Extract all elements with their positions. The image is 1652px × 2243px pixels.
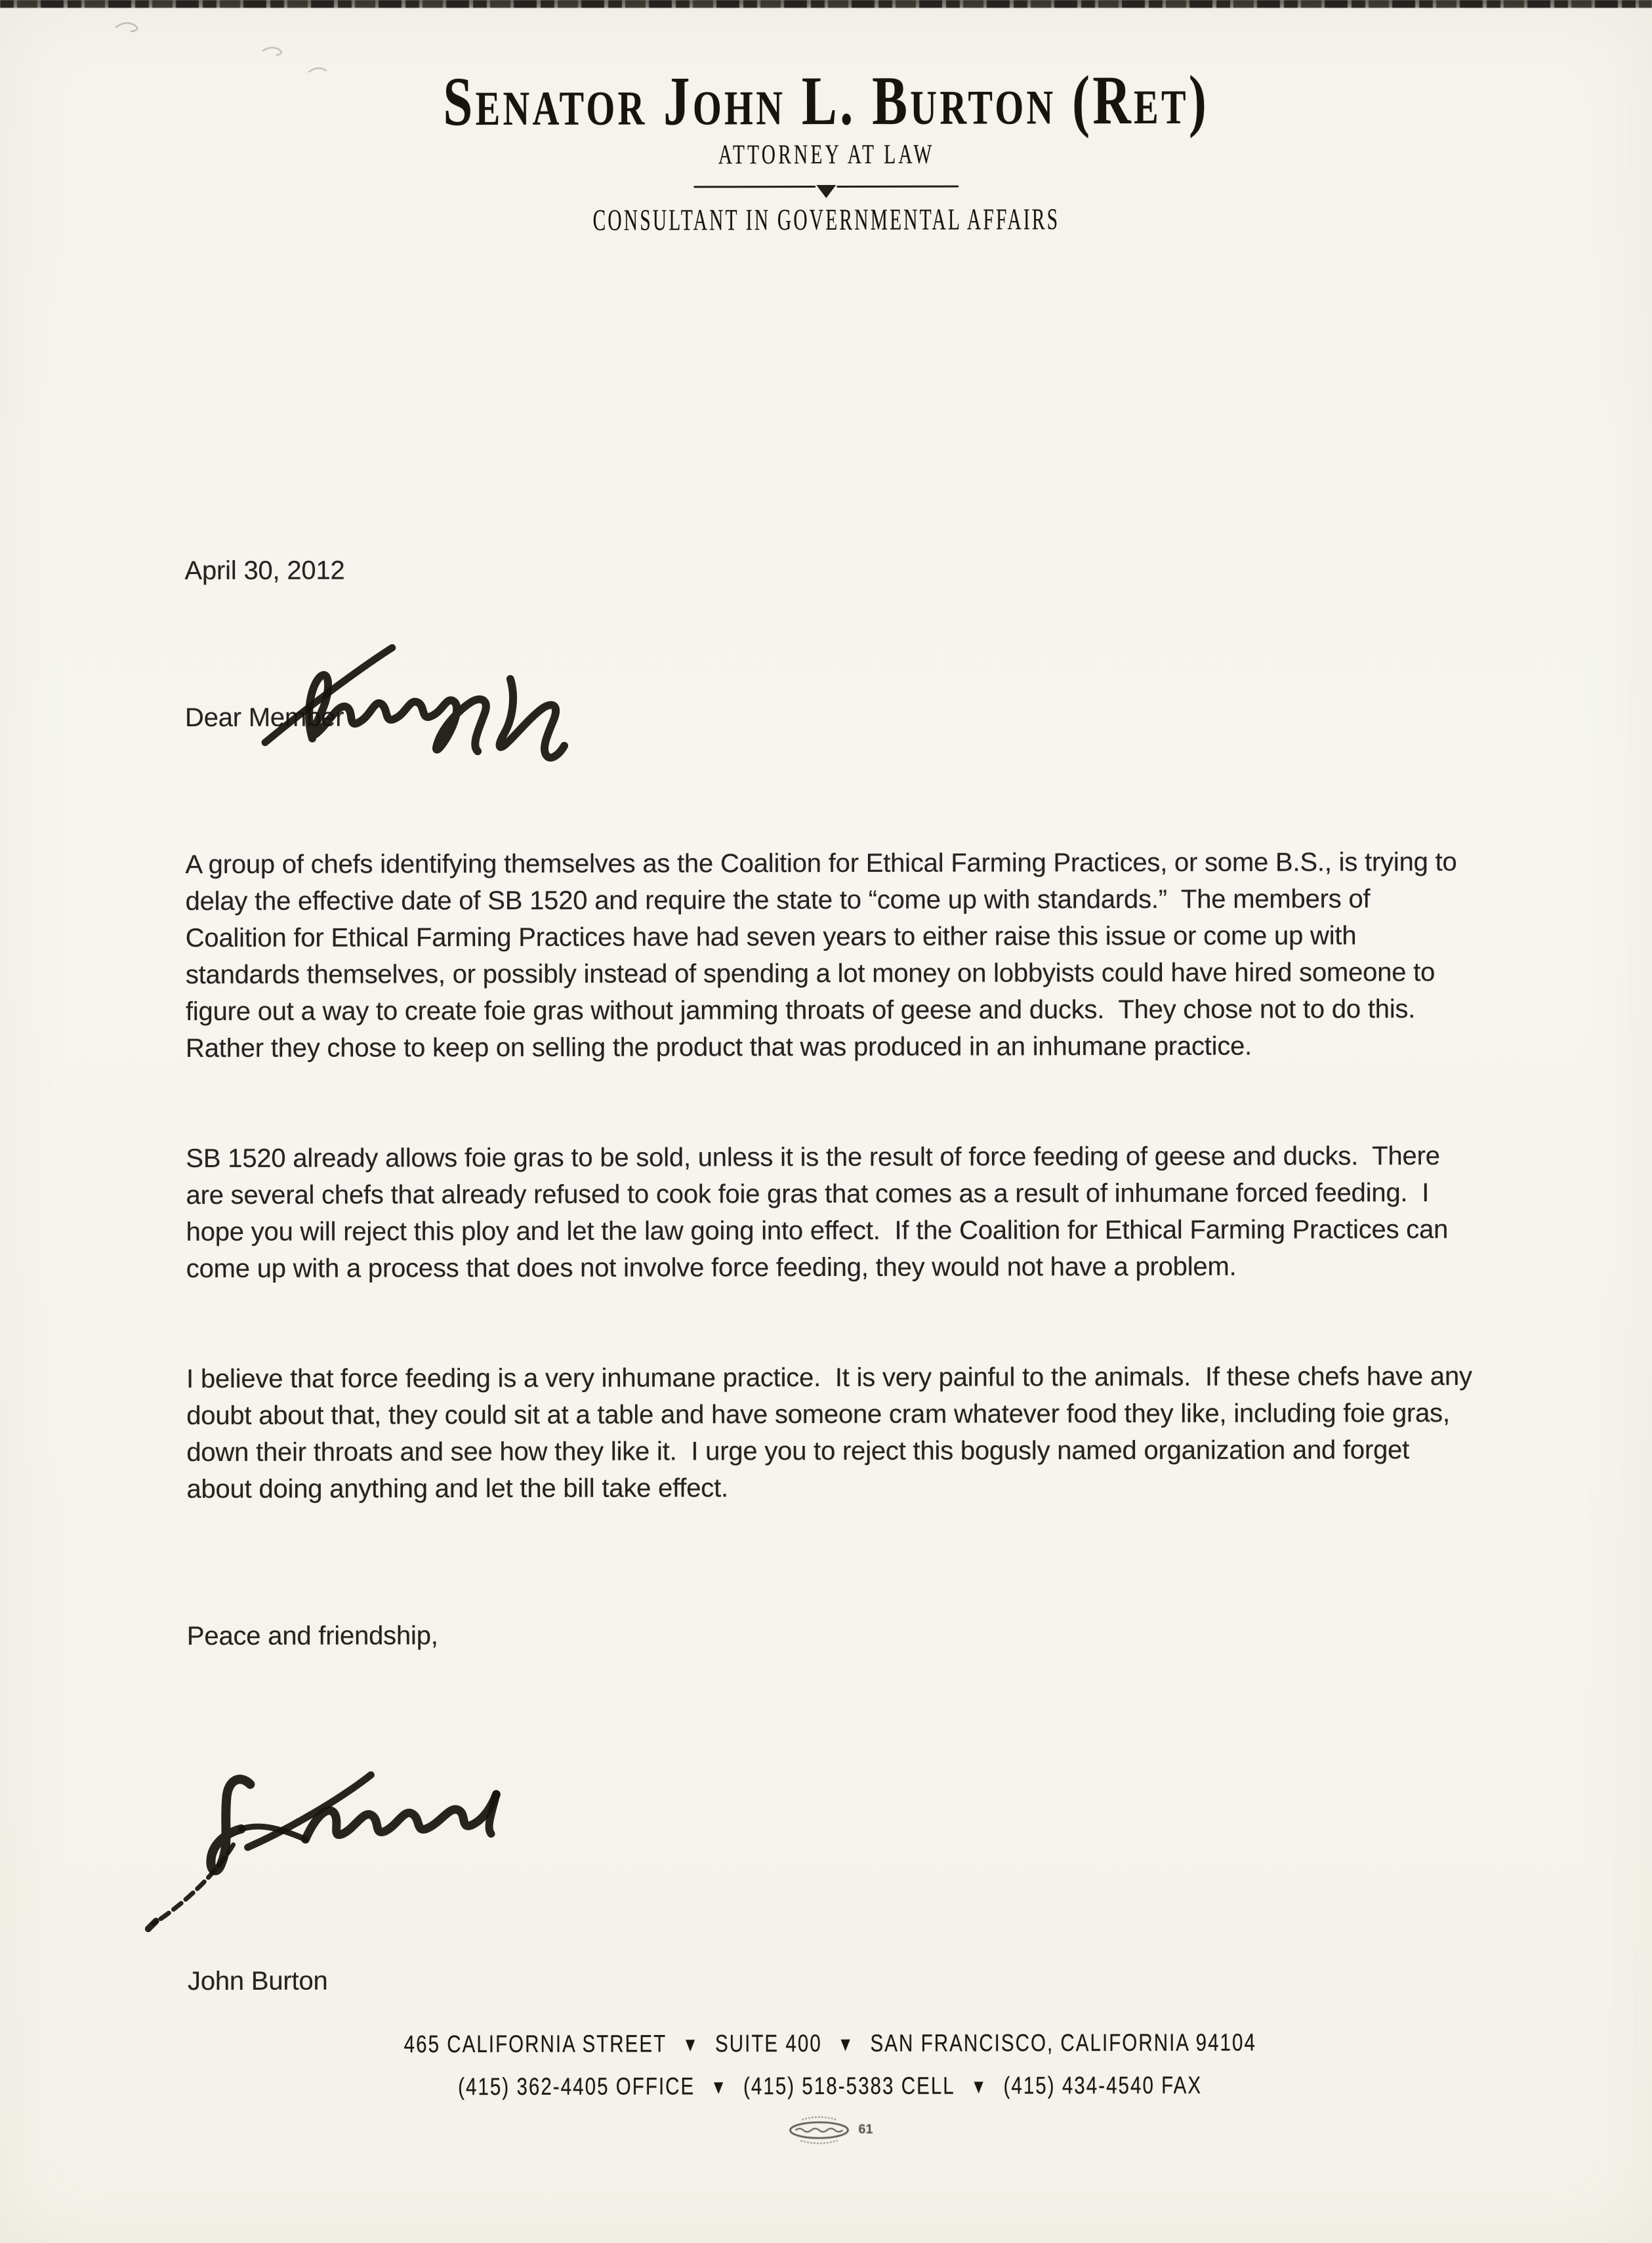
letterhead-name: Senator John L. Burton (Ret) — [442, 61, 1210, 140]
letterhead-tagline — [0, 204, 1652, 235]
salutation-text: Dear Member — [184, 703, 344, 733]
letterhead-title — [0, 140, 1652, 169]
letterhead-divider — [693, 178, 959, 195]
letterhead — [0, 0, 1652, 236]
triangle-separator-icon: ▼ — [682, 2034, 699, 2056]
triangle-separator-icon: ▼ — [970, 2076, 988, 2098]
paragraph-2: SB 1520 already allows foie gras to be sold, unless it is the result of force feeding of geese and ducks. There are several chefs that already refused to cook foie gras that comes as a result of inhumane forced feeding. I hope you will reject this ploy and let the law going into effect. If the Coalition for Ethical Farming Practices can come up with a process that does not involve force feeding, they would not have a problem. — [186, 1142, 1456, 1284]
letterhead-footer — [4, 2027, 1652, 2148]
triangle-separator-icon: ▼ — [837, 2033, 855, 2055]
signer-name: John Burton — [187, 1966, 328, 1996]
footer-fax: (415) 434-4540 FAX — [1003, 2071, 1203, 2099]
union-bug-icon — [787, 2112, 853, 2147]
union-bug-number: 61 — [858, 2122, 873, 2137]
letterhead-title-text: ATTORNEY AT LAW — [718, 139, 935, 171]
divider-line-left — [693, 186, 816, 188]
divider-line-right — [836, 185, 959, 187]
footer-suite: SUITE 400 — [714, 2030, 822, 2057]
paragraph-1: A group of chefs identifying themselves as the Coalition for Ethical Farming Practices, or some B.S., is trying to delay the effective date of SB 1520 and require the state to “come up with standards.” The members of Coalition for Ethical Farming Practices have had seven years to either raise this issue or come up with standards themselves, or possibly instead of spending a lot money on lobbyists could have hired someone to figure out a way to create foie gras without jamming throats of geese and ducks. They chose not to do this. Rather they chose to keep on selling the product that was produced in an inhumane practice. — [185, 847, 1464, 1063]
union-bug — [4, 2110, 1652, 2148]
footer-office-phone: (415) 362-4405 OFFICE — [458, 2072, 695, 2101]
salutation — [185, 697, 1471, 736]
footer-phone-line — [4, 2069, 1652, 2105]
letter-body — [184, 476, 1479, 2073]
handwritten-signature — [144, 1767, 577, 1945]
closing: Peace and friendship, — [186, 1621, 438, 1651]
letterhead-tagline-text: CONSULTANT IN GOVERNMENTAL AFFAIRS — [592, 202, 1060, 237]
letter-date: April 30, 2012 — [184, 556, 345, 586]
footer-address-line — [4, 2027, 1652, 2062]
footer-street: 465 CALIFORNIA STREET — [403, 2030, 667, 2058]
signature-area — [187, 1762, 1473, 1853]
triangle-separator-icon: ▼ — [711, 2076, 728, 2099]
footer-cell-phone: (415) 518-5383 CELL — [743, 2072, 956, 2100]
paragraph-3: I believe that force feeding is a very inhumane practice. It is very painful to the animals. If these chefs have any doubt about that, they could sit at a table and have someone cram whatever food they like, including foie gras, down their throats and see how they like it. I urge you to reject this bogusly named organization and forget about doing anything and let the bill take effect. — [186, 1361, 1479, 1504]
triangle-down-icon — [816, 185, 836, 198]
footer-city: SAN FRANCISCO, CALIFORNIA 94104 — [870, 2028, 1256, 2057]
